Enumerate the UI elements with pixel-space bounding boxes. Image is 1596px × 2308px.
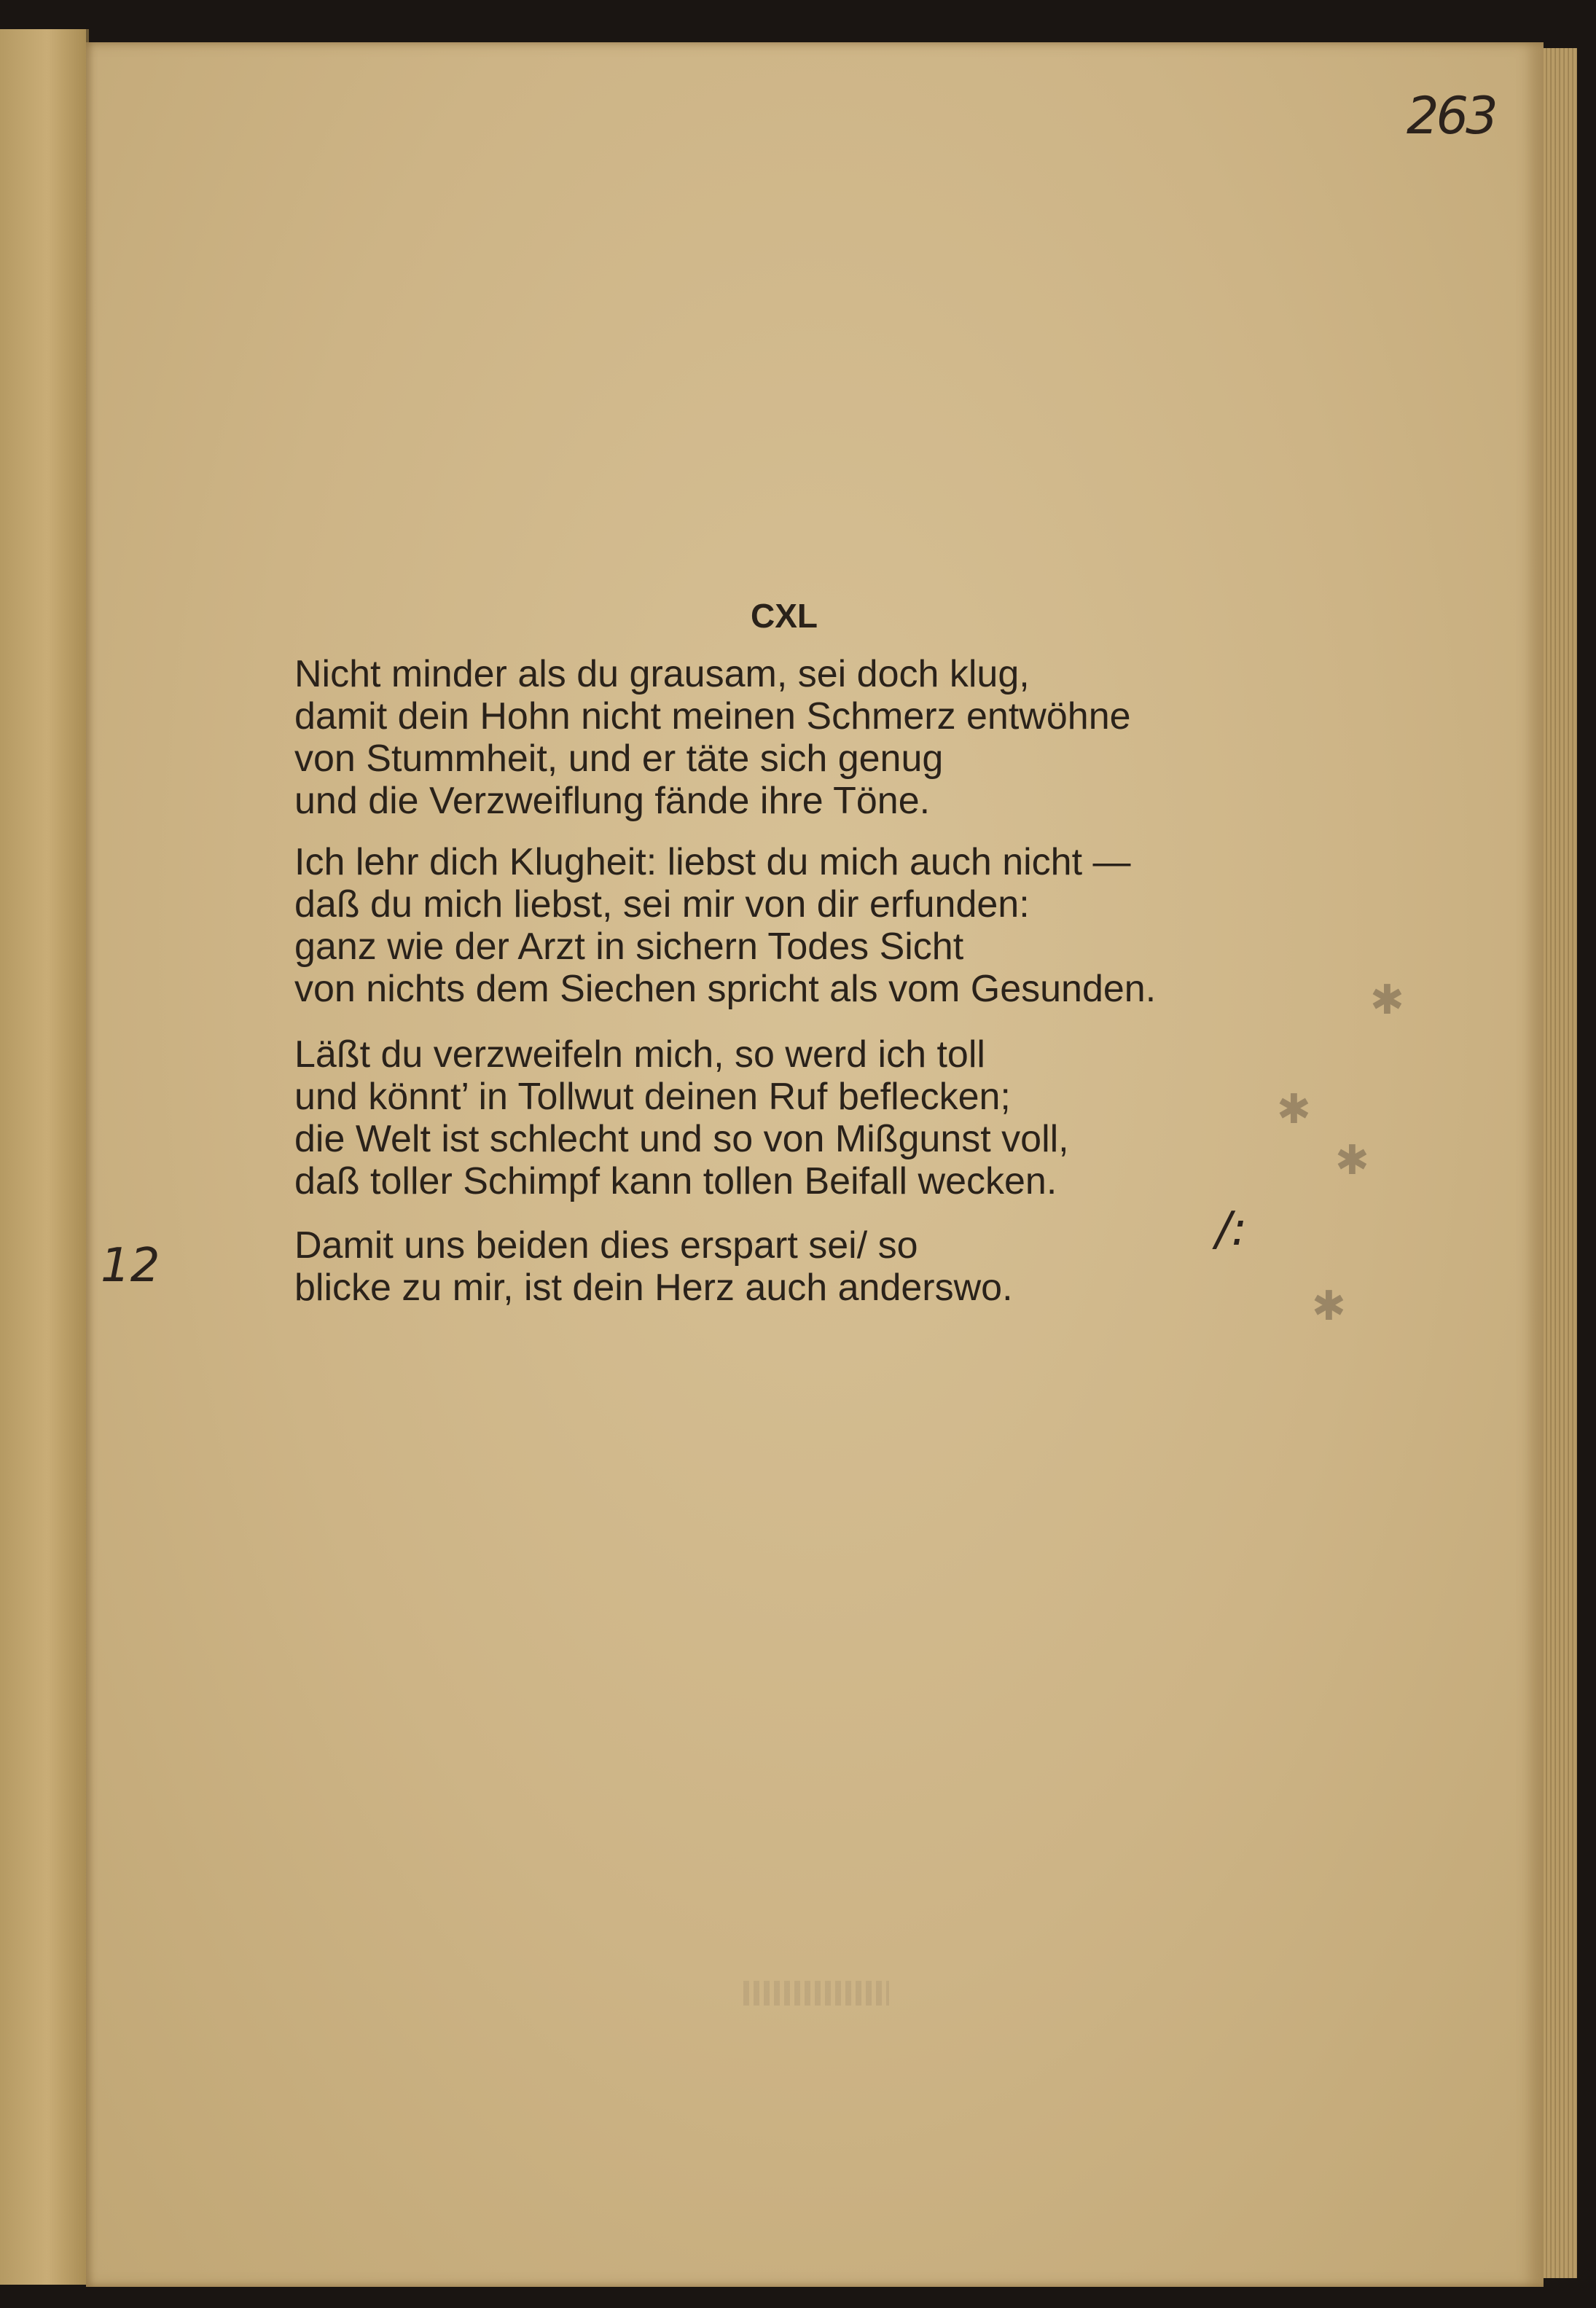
verse-line: Nicht minder als du grausam, sei doch klug,	[294, 653, 1030, 695]
ink-smudge: ✱	[1335, 1137, 1369, 1184]
handwritten-page-number: 263	[1407, 86, 1495, 146]
stanza-1	[294, 653, 1131, 822]
verse-line: von Stummheit, und er täte sich genug	[294, 738, 944, 780]
ink-smudge: ✱	[1312, 1283, 1346, 1330]
verse-line: ganz wie der Arzt in sichern Todes Sicht	[294, 926, 964, 968]
stanza-4	[294, 1224, 1013, 1309]
verse-line: und die Verzweiflung fände ihre Töne.	[294, 780, 931, 822]
verse-line: und könnt’ in Tollwut deinen Ruf beflecken;	[294, 1076, 1011, 1118]
page-stack-edges	[1544, 48, 1577, 2278]
verse-line: die Welt ist schlecht und so von Mißgunst voll,	[294, 1118, 1069, 1160]
facing-page-edge	[0, 29, 89, 2285]
stanza-3	[294, 1033, 1069, 1202]
verse-line: blicke zu mir, ist dein Herz auch anderswo.	[294, 1267, 1013, 1309]
verse-line: Damit uns beiden dies erspart sei/ so	[294, 1224, 918, 1267]
handwritten-margin-number: 12	[101, 1239, 160, 1293]
ink-smudge: ✱	[1277, 1086, 1311, 1133]
handwritten-margin-mark: /:	[1216, 1202, 1248, 1256]
ink-smudge: ✱	[1370, 977, 1404, 1024]
verse-line: Läßt du verzweifeln mich, so werd ich toll	[294, 1033, 985, 1076]
verse-line: daß du mich liebst, sei mir von dir erfunden:	[294, 883, 1030, 926]
verse-line: daß toller Schimpf kann tollen Beifall wecken.	[294, 1160, 1057, 1202]
faded-show-through	[743, 1981, 889, 2006]
verse-line: von nichts dem Siechen spricht als vom Gesunden.	[294, 968, 1157, 1010]
verse-line: damit dein Hohn nicht meinen Schmerz entwöhne	[294, 695, 1131, 738]
section-heading: CXL	[751, 597, 818, 635]
verse-line: Ich lehr dich Klugheit: liebst du mich auch nicht —	[294, 841, 1131, 883]
stanza-2	[294, 841, 1156, 1010]
